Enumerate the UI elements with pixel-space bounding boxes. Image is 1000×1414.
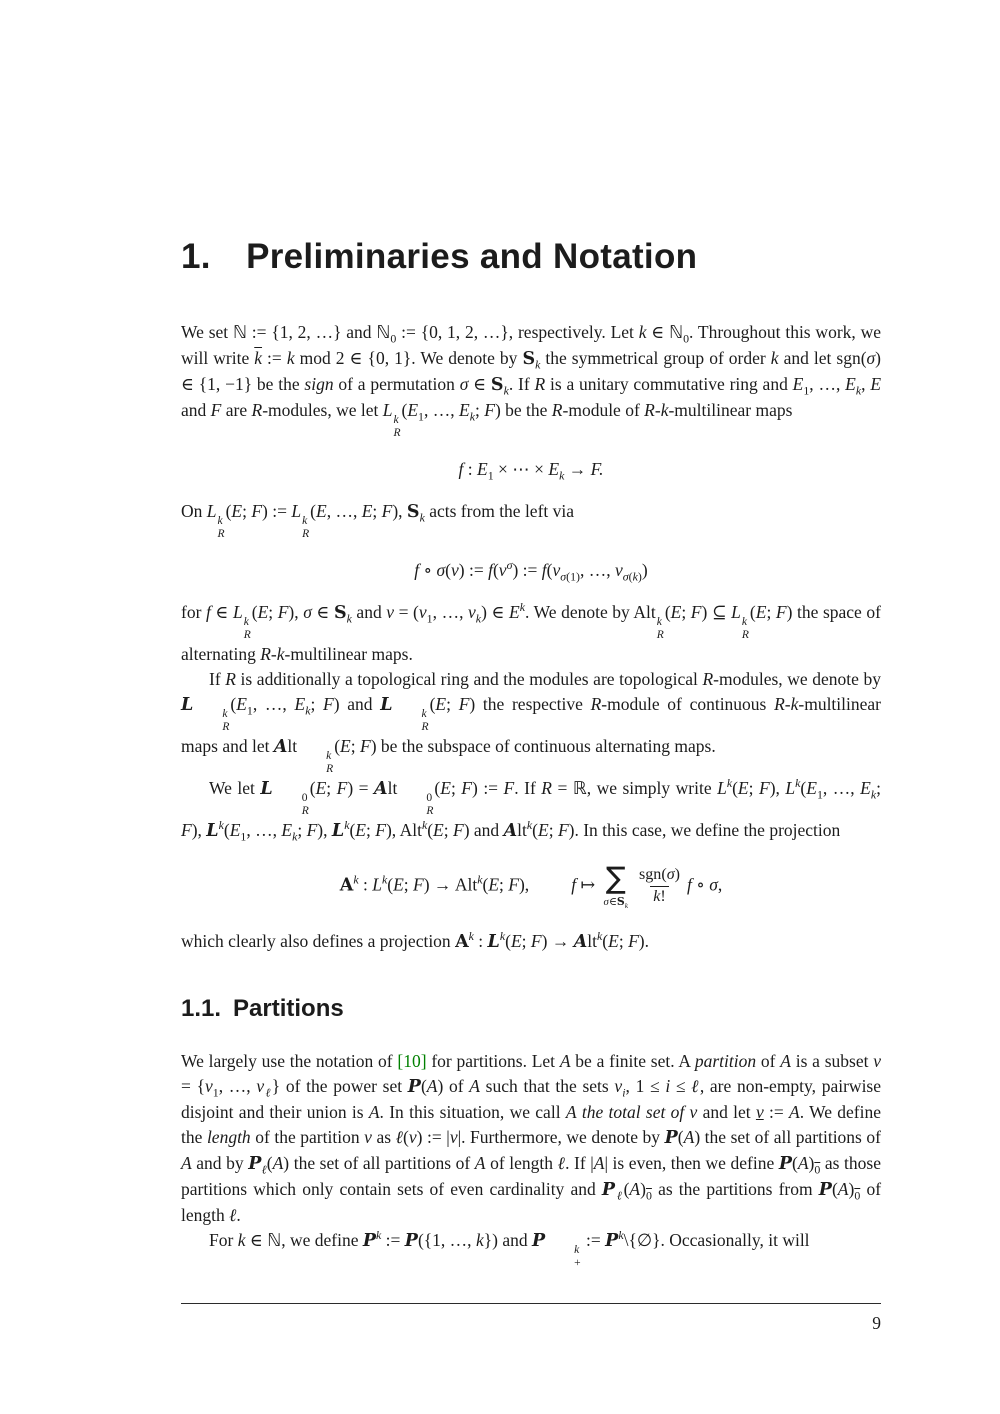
body-paragraph-6: which clearly also defines a projection $A^k$ : $L^k(E$; F) → Alt$^k$(E; F). — [181, 928, 649, 952]
body-paragraph-5: We let L 0 R (E; F) = Alt 0 R (E; F) := F. If R = ℝ, we simply write $L^k(E$; F), $L^k(E_1$, …, $E_k$; F), $L^k(E_1$, …, $E_k$; F), $L^k(E$; F), Alt$^k$(E; F) and Alt$^k$(E; F). In this case, we define the projection — [181, 776, 881, 844]
subsection-heading: 1.1. Partitions — [181, 994, 344, 1022]
body-paragraph-3: for f ∈ L k R (E; F), σ ∈ $S_k$ and $v = (v_1$, …, $v_k$) ∈ $E^k$. We denote by Alt k R (E; F) ⊆ L k R (E; F) the space of alternating R-k-multilinear maps. — [181, 600, 881, 664]
page-number: 9 — [872, 1313, 881, 1333]
body-paragraph-4: If R is additionally a topological ring and the modules are topological R-modules, we denote by L k R ($E_1$, …, $E_k$; F) and L k R (E; F) the respective R-module of continuous R-k-multilinear maps and let Alt k R (E; F) be the subspace of continuous alternating maps. — [181, 669, 881, 776]
page-footer — [181, 1303, 881, 1334]
display-equation-multilinear-map: f : $E_1$ × ⋯ × $E_k \to F$. — [458, 459, 604, 483]
citation-10[interactable]: [10] — [397, 1050, 427, 1071]
display-equation-group-action: f ∘ σ(v) := $f(v^\sigma)$ := $f(v_{\sigma(1)}$, …, $v_{\sigma(k)}$) — [414, 558, 648, 584]
page-content — [181, 238, 881, 1270]
display-equation-projection: $A^k$ : $L^k(E$; F) → Alt$^k$(E; F), f ↦ ∑ $\sigma\in S_k$ $\frac{\text{sgn(σ)}}{k!}$ f ∘ σ, — [339, 861, 723, 910]
partitions-paragraph-2: For k ∈ ℕ, we define $P^k$ := P({1, …, k}) and P k + := $P^k\backslash\{\emptyset\}$. Occasionally, it will — [209, 1227, 810, 1269]
footer-rule — [181, 1303, 881, 1304]
partitions-paragraph-1: We largely use the notation of [10] for partitions. Let A be a finite set. A partition of A is a subset $\nu = \{\nu_1$, …, $\nu_\ell$} of the power set P(A) of A such that the sets $\nu_i$, 1 ≤ i ≤ ℓ, are non-empty, pairwise disjoint and their union is A. In this situation, we call A the total set of ν and let ν := A. We define the length of the partition ν as ℓ(ν) := |ν|. Furthermore, we denote by P(A) the set of all partitions of A and by $P_\ell(A)$ the set of all partitions of A of length ℓ. If |A| is even, then we define $P(A)_0$ as those partitions which only contain sets of even cardinality and $P_\ell(A)_0$ as the partitions from $P(A)_0$ of length ℓ. — [181, 1050, 882, 1225]
body-paragraph-2: On L k R (E; F) := L k R (E, …, E; F), $S_k$ acts from the left via — [181, 501, 575, 541]
section-heading: 1. Preliminaries and Notation — [181, 237, 698, 276]
body-paragraph-1: We set ℕ := {1, 2, …} and ℕ$_0$ := {0, 1, 2, …}, respectively. Let k ∈ ℕ$_0$. Throughout this work, we will write $\overline{k}$ := k mod 2 ∈ {0, 1}. We denote by $S_k$ the symmetrical group of order k and let sgn(σ) ∈ {1, −1} be the sign of a permutation σ ∈ $S_k$. If R is a unitary commutative ring and $E_1$, …, $E_k$, E and F are R-modules, we let L k R ($E_1$, …, $E_k$; F) be the R-module of R-k-multilinear maps — [181, 322, 882, 440]
